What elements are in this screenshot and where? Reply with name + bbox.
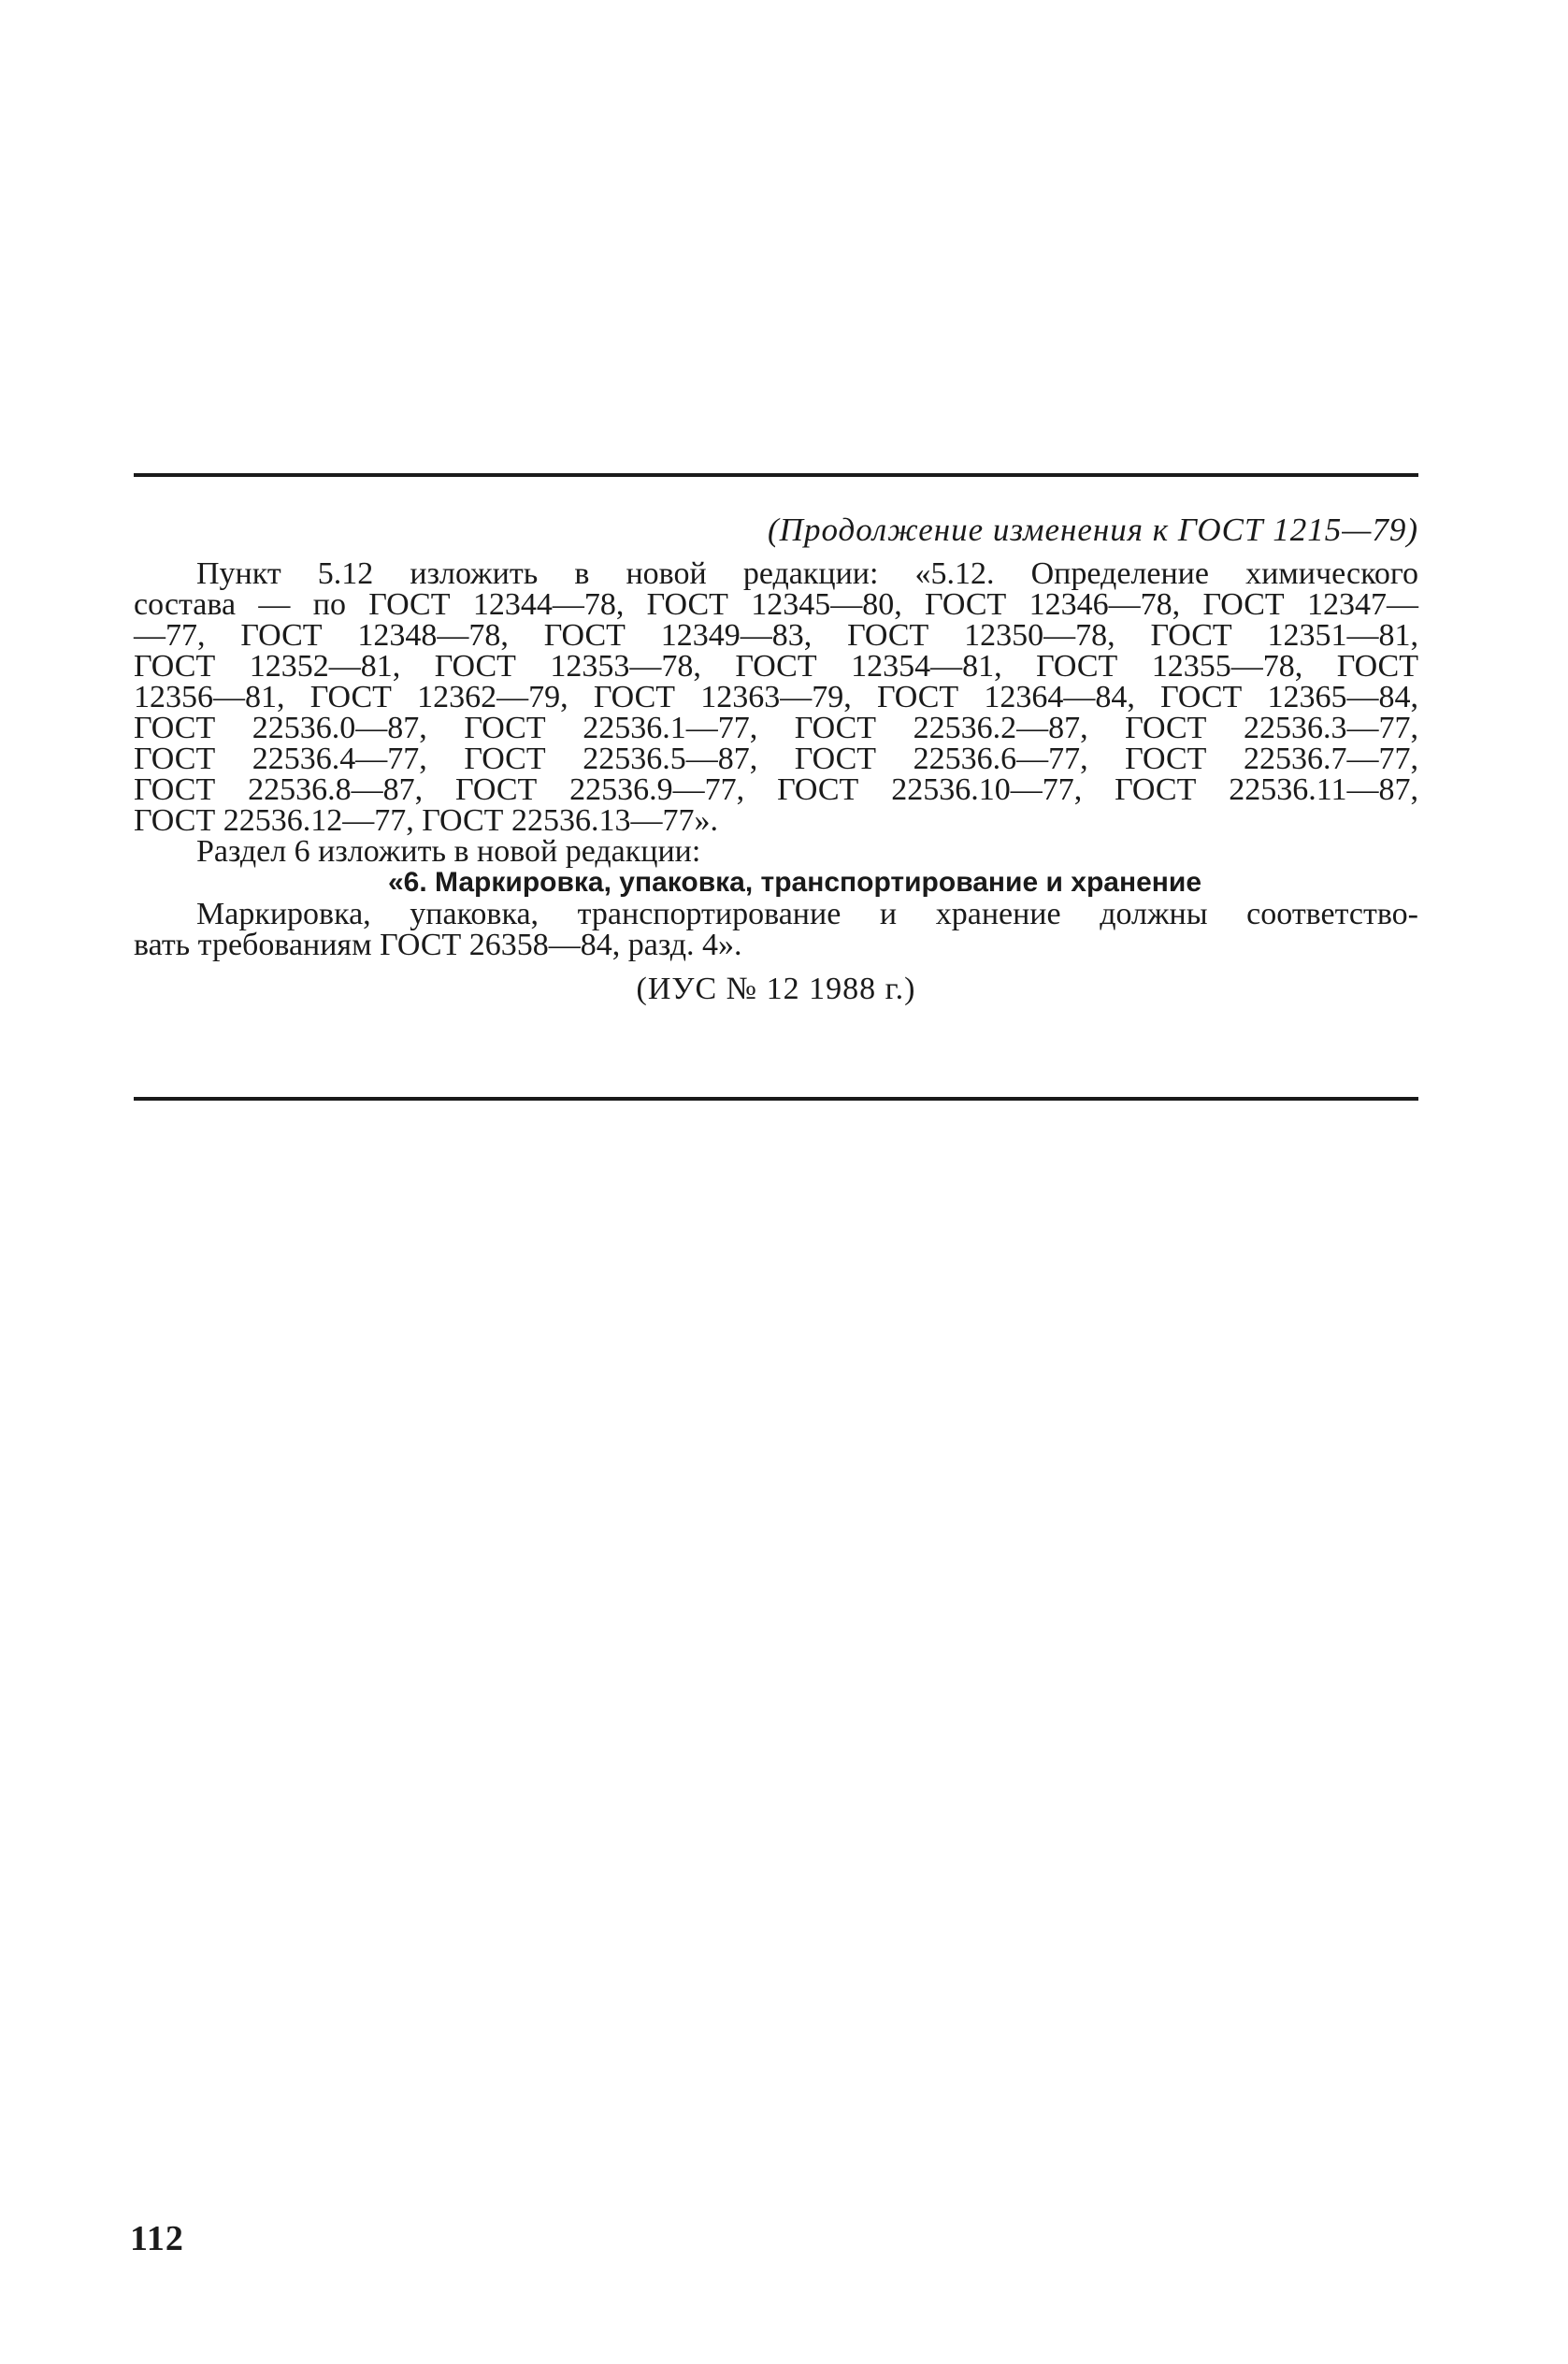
section-6-body — [134, 899, 1418, 960]
text-line: ГОСТ 12352—81, ГОСТ 12353—78, ГОСТ 12354—81, ГОСТ 12355—78, ГОСТ — [134, 649, 1418, 684]
section-6-intro: Раздел 6 изложить в новой редакции: — [196, 834, 701, 869]
text-line: Маркировка, упаковка, транспортирование и хранение должны соответство- — [196, 897, 1418, 931]
text-line: ГОСТ 22536.12—77, ГОСТ 22536.13—77». — [134, 803, 718, 838]
top-rule — [134, 473, 1418, 477]
text-line: Пункт 5.12 изложить в новой редакции: «5.12. Определение химического — [196, 556, 1418, 591]
source-reference: (ИУС № 12 1988 г.) — [636, 972, 916, 1006]
bottom-rule — [134, 1097, 1418, 1101]
text-line: 12356—81, ГОСТ 12362—79, ГОСТ 12363—79, ГОСТ 12364—84, ГОСТ 12365—84, — [134, 680, 1418, 714]
page-number: 112 — [130, 2219, 184, 2258]
text-line: вать требованиям ГОСТ 26358—84, разд. 4». — [134, 928, 742, 962]
amendment-text — [134, 512, 1418, 1004]
text-line: ГОСТ 22536.0—87, ГОСТ 22536.1—77, ГОСТ 22536.2—87, ГОСТ 22536.3—77, — [134, 711, 1418, 745]
text-line: состава — по ГОСТ 12344—78, ГОСТ 12345—80, ГОСТ 12346—78, ГОСТ 12347— — [134, 587, 1418, 622]
continuation-header: (Продолжение изменения к ГОСТ 1215—79) — [768, 512, 1418, 548]
paragraph-5-12 — [134, 558, 1418, 836]
section-6-heading: «6. Маркировка, упаковка, транспортирование и хранение — [387, 867, 1202, 898]
text-line: ГОСТ 22536.8—87, ГОСТ 22536.9—77, ГОСТ 22536.10—77, ГОСТ 22536.11—87, — [134, 772, 1418, 807]
text-line: —77, ГОСТ 12348—78, ГОСТ 12349—83, ГОСТ 12350—78, ГОСТ 12351—81, — [134, 618, 1418, 653]
text-line: ГОСТ 22536.4—77, ГОСТ 22536.5—87, ГОСТ 22536.6—77, ГОСТ 22536.7—77, — [134, 742, 1418, 776]
